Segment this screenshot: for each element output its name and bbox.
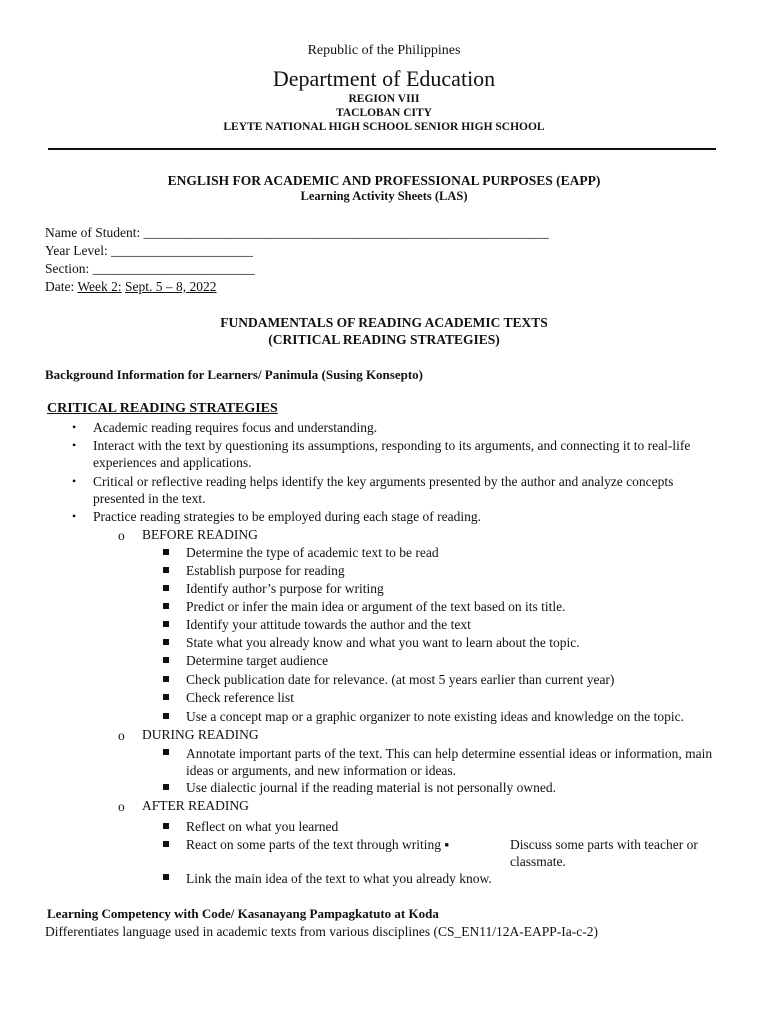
square-bullet — [163, 713, 169, 719]
square-bullet — [163, 639, 169, 645]
before-reading-item: Determine target audience — [186, 653, 329, 668]
date-value: Sept. 5 – 8, 2022 — [125, 279, 217, 294]
background-heading: Background Information for Learners/ Panimula (Susing Konsepto) — [45, 367, 424, 382]
department-title: Department of Education — [272, 66, 496, 91]
course-subtitle: Learning Activity Sheets (LAS) — [300, 189, 468, 203]
circle-bullet: o — [118, 799, 125, 814]
before-reading-item: Check reference list — [186, 690, 294, 705]
date-week: Week 2: — [77, 279, 122, 294]
before-reading-item: Use a concept map or a graphic organizer to note existing ideas and knowledge on the topic. — [186, 709, 684, 724]
bullet-dot: • — [72, 438, 77, 452]
square-bullet — [163, 874, 169, 880]
circle-bullet: o — [118, 728, 125, 743]
course-title: ENGLISH FOR ACADEMIC AND PROFESSIONAL PURPOSES (EAPP) — [167, 173, 601, 188]
student-name-blank: ____________________________________________________________ — [143, 225, 549, 240]
competency-text: Differentiates language used in academic texts from various disciplines (CS_EN11/12A-EAPP-Ia-c-2) — [45, 924, 598, 939]
bullet-dot: • — [72, 420, 77, 434]
bullet-item: Interact with the text by questioning its assumptions, responding to its arguments, and connecting it to real-life experiences and applications. — [93, 438, 691, 470]
header-divider — [48, 148, 716, 150]
bullet-dot: • — [72, 509, 77, 523]
date-label: Date: — [45, 279, 75, 294]
square-bullet — [163, 823, 169, 829]
before-reading-item: Predict or infer the main idea or argument of the text based on its title. — [186, 599, 566, 614]
circle-bullet: o — [118, 528, 125, 543]
before-reading-label: BEFORE READING — [142, 527, 258, 542]
year-level-field — [45, 242, 253, 259]
square-bullet — [163, 621, 169, 627]
square-bullet — [163, 603, 169, 609]
before-reading-item: Check publication date for relevance. (at most 5 years earlier than current year) — [186, 672, 615, 687]
before-reading-item: Determine the type of academic text to be read — [186, 545, 439, 560]
bullet-item: Practice reading strategies to be employed during each stage of reading. — [93, 509, 481, 524]
before-reading-item: Establish purpose for reading — [186, 563, 345, 578]
bullet-item: Critical or reflective reading helps identify the key arguments presented by the author and analyze concepts presented in the text. — [93, 474, 674, 506]
after-reading-item: Discuss some parts with teacher or classmate. — [510, 837, 698, 869]
square-bullet — [163, 676, 169, 682]
bullet-dot: • — [72, 474, 77, 488]
square-bullet — [163, 657, 169, 663]
republic-text: Republic of the Philippines — [307, 43, 461, 58]
before-reading-item: State what you already know and what you want to learn about the topic. — [186, 635, 580, 650]
section-label: Section: — [45, 261, 90, 276]
during-reading-label: DURING READING — [142, 727, 259, 742]
before-reading-item: Identify author’s purpose for writing — [186, 581, 384, 596]
lesson-title: FUNDAMENTALS OF READING ACADEMIC TEXTS — [220, 315, 548, 330]
square-bullet — [163, 749, 169, 755]
square-bullet — [163, 841, 169, 847]
strategies-heading: CRITICAL READING STRATEGIES — [47, 401, 278, 416]
competency-heading: Learning Competency with Code/ Kasanayang Pampagkatuto at Koda — [47, 906, 439, 921]
bullet-item: Academic reading requires focus and understanding. — [93, 420, 378, 435]
square-bullet — [163, 549, 169, 555]
student-name-field — [45, 224, 549, 241]
square-bullet — [163, 784, 169, 790]
square-bullet — [163, 567, 169, 573]
year-level-label: Year Level: — [45, 243, 108, 258]
section-blank: ________________________ — [92, 261, 255, 276]
after-reading-item: Link the main idea of the text to what you already know. — [186, 871, 492, 886]
after-reading-item: React on some parts of the text through writing ▪ — [186, 837, 450, 852]
after-reading-label: AFTER READING — [142, 798, 249, 813]
date-field — [45, 278, 217, 295]
square-bullet — [163, 694, 169, 700]
square-bullet — [163, 585, 169, 591]
during-reading-item: Use dialectic journal if the reading material is not personally owned. — [186, 780, 557, 795]
before-reading-item: Identify your attitude towards the author and the text — [186, 617, 471, 632]
after-reading-item: Reflect on what you learned — [186, 819, 339, 834]
lesson-subtitle: (CRITICAL READING STRATEGIES) — [268, 332, 500, 347]
year-level-blank: _____________________ — [111, 243, 253, 258]
student-name-label: Name of Student: — [45, 225, 141, 240]
region-text: REGION VIII — [348, 93, 420, 105]
city-text: TACLOBAN CITY — [336, 107, 432, 119]
during-reading-item: Annotate important parts of the text. This can help determine essential ideas or information, main ideas or arguments, and new information or ideas. — [186, 746, 713, 778]
school-text: LEYTE NATIONAL HIGH SCHOOL SENIOR HIGH SCHOOL — [223, 121, 545, 133]
section-field — [45, 260, 255, 277]
